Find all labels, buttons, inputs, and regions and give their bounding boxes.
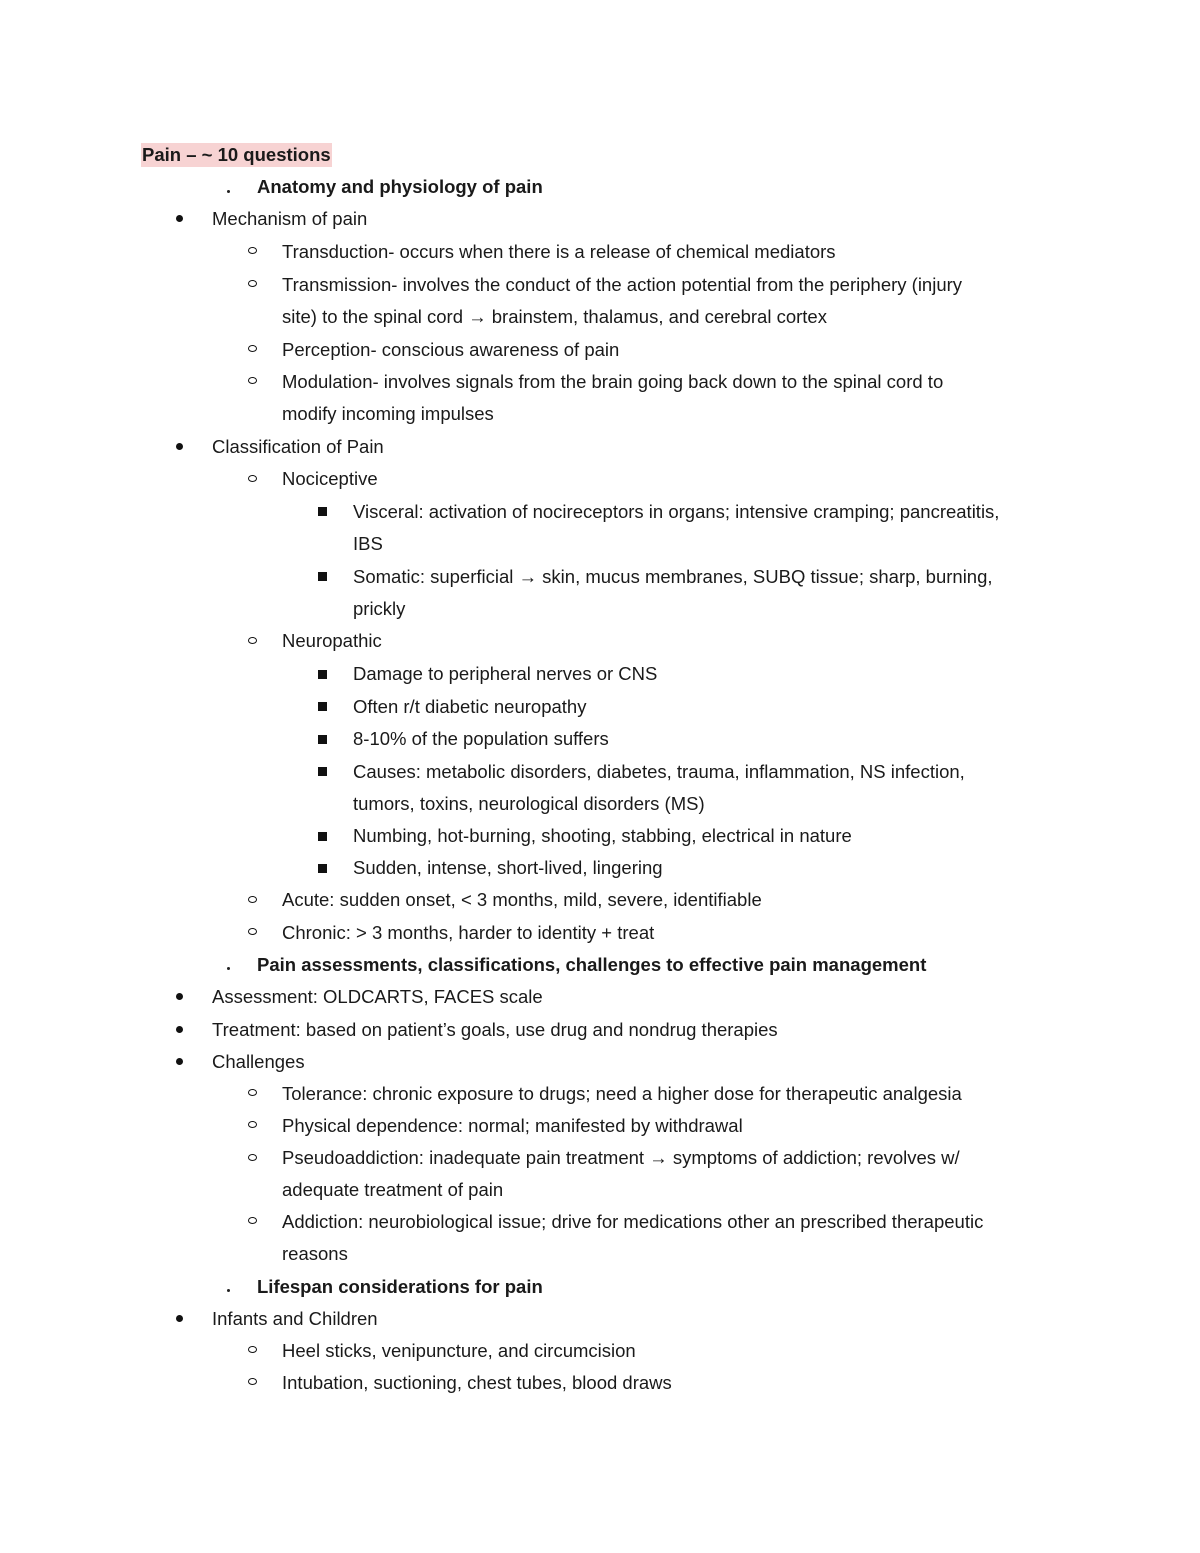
- list-item: Visceral: activation of nocireceptors in organs; intensive cramping; pancreatitis,: [353, 501, 1000, 522]
- list-item: 8-10% of the population suffers: [353, 728, 609, 749]
- bullet-circle: [248, 637, 257, 644]
- bullet-circle: [248, 1154, 257, 1161]
- bullet-circle: [248, 280, 257, 287]
- bullet-square: [318, 735, 327, 744]
- section-bullet: [227, 967, 230, 970]
- bullet-circle: [248, 1378, 257, 1385]
- list-item: Assessment: OLDCARTS, FACES scale: [212, 986, 543, 1007]
- bullet-square: [318, 864, 327, 873]
- bullet-disc: [176, 1315, 183, 1322]
- list-item: Somatic: superficial → skin, mucus membranes, SUBQ tissue; sharp, burning,: [353, 566, 993, 587]
- bullet-circle: [248, 345, 257, 352]
- list-item: Perception- conscious awareness of pain: [282, 339, 620, 360]
- list-item: Tolerance: chronic exposure to drugs; need a higher dose for therapeutic analgesia: [282, 1083, 962, 1104]
- list-item: Treatment: based on patient’s goals, use drug and nondrug therapies: [212, 1019, 778, 1040]
- bullet-square: [318, 670, 327, 679]
- list-item: Often r/t diabetic neuropathy: [353, 696, 587, 717]
- bullet-circle: [248, 377, 257, 384]
- list-item: Classification of Pain: [212, 436, 384, 457]
- page-title: Pain – ~ 10 questions: [142, 144, 331, 165]
- list-item: Pseudoaddiction: inadequate pain treatment → symptoms of addiction; revolves w/: [282, 1147, 960, 1168]
- bullet-disc: [176, 215, 183, 222]
- list-item: Challenges: [212, 1051, 305, 1072]
- bullet-square: [318, 767, 327, 776]
- bullet-square: [318, 702, 327, 711]
- list-item: Causes: metabolic disorders, diabetes, trauma, inflammation, NS infection,: [353, 761, 965, 782]
- list-item-continuation: reasons: [282, 1243, 348, 1264]
- list-item: Mechanism of pain: [212, 208, 368, 229]
- list-item: Physical dependence: normal; manifested by withdrawal: [282, 1115, 743, 1136]
- list-item: Acute: sudden onset, < 3 months, mild, severe, identifiable: [282, 889, 762, 910]
- list-item-continuation: adequate treatment of pain: [282, 1179, 504, 1200]
- list-item-continuation: modify incoming impulses: [282, 403, 494, 424]
- bullet-square: [318, 572, 327, 581]
- list-item-continuation: prickly: [353, 598, 406, 619]
- list-item-continuation: IBS: [353, 533, 383, 554]
- bullet-circle: [248, 1089, 257, 1096]
- bullet-circle: [248, 1346, 257, 1353]
- list-item: Addiction: neurobiological issue; drive for medications other an prescribed therapeutic: [282, 1211, 984, 1232]
- list-item: Sudden, intense, short-lived, lingering: [353, 857, 663, 878]
- bullet-disc: [176, 1058, 183, 1065]
- bullet-circle: [248, 896, 257, 903]
- bullet-circle: [248, 1217, 257, 1224]
- bullet-circle: [248, 247, 257, 254]
- section-heading-assessments: Pain assessments, classifications, challenges to effective pain management: [257, 954, 927, 975]
- bullet-disc: [176, 1026, 183, 1033]
- bullet-circle: [248, 475, 257, 482]
- bullet-circle: [248, 1121, 257, 1128]
- list-item: Numbing, hot-burning, shooting, stabbing, electrical in nature: [353, 825, 852, 846]
- section-bullet: [227, 1289, 230, 1292]
- list-item-continuation: site) to the spinal cord → brainstem, thalamus, and cerebral cortex: [282, 306, 827, 327]
- bullet-disc: [176, 443, 183, 450]
- list-item: Modulation- involves signals from the brain going back down to the spinal cord to: [282, 371, 944, 392]
- section-heading-lifespan: Lifespan considerations for pain: [257, 1276, 543, 1297]
- section-heading-anatomy: Anatomy and physiology of pain: [257, 176, 543, 197]
- list-item: Damage to peripheral nerves or CNS: [353, 663, 658, 684]
- bullet-square: [318, 507, 327, 516]
- list-item: Heel sticks, venipuncture, and circumcision: [282, 1340, 636, 1361]
- section-bullet: [227, 190, 230, 193]
- list-item-continuation: tumors, toxins, neurological disorders (MS): [353, 793, 705, 814]
- list-item: Chronic: > 3 months, harder to identity + treat: [282, 922, 655, 943]
- list-item: Infants and Children: [212, 1308, 378, 1329]
- list-item: Intubation, suctioning, chest tubes, blood draws: [282, 1372, 672, 1393]
- list-item: Transduction- occurs when there is a release of chemical mediators: [282, 241, 836, 262]
- list-item: Transmission- involves the conduct of the action potential from the periphery (injury: [282, 274, 963, 295]
- list-item: Neuropathic: [282, 630, 382, 651]
- bullet-square: [318, 832, 327, 841]
- list-item: Nociceptive: [282, 468, 378, 489]
- bullet-circle: [248, 928, 257, 935]
- bullet-disc: [176, 993, 183, 1000]
